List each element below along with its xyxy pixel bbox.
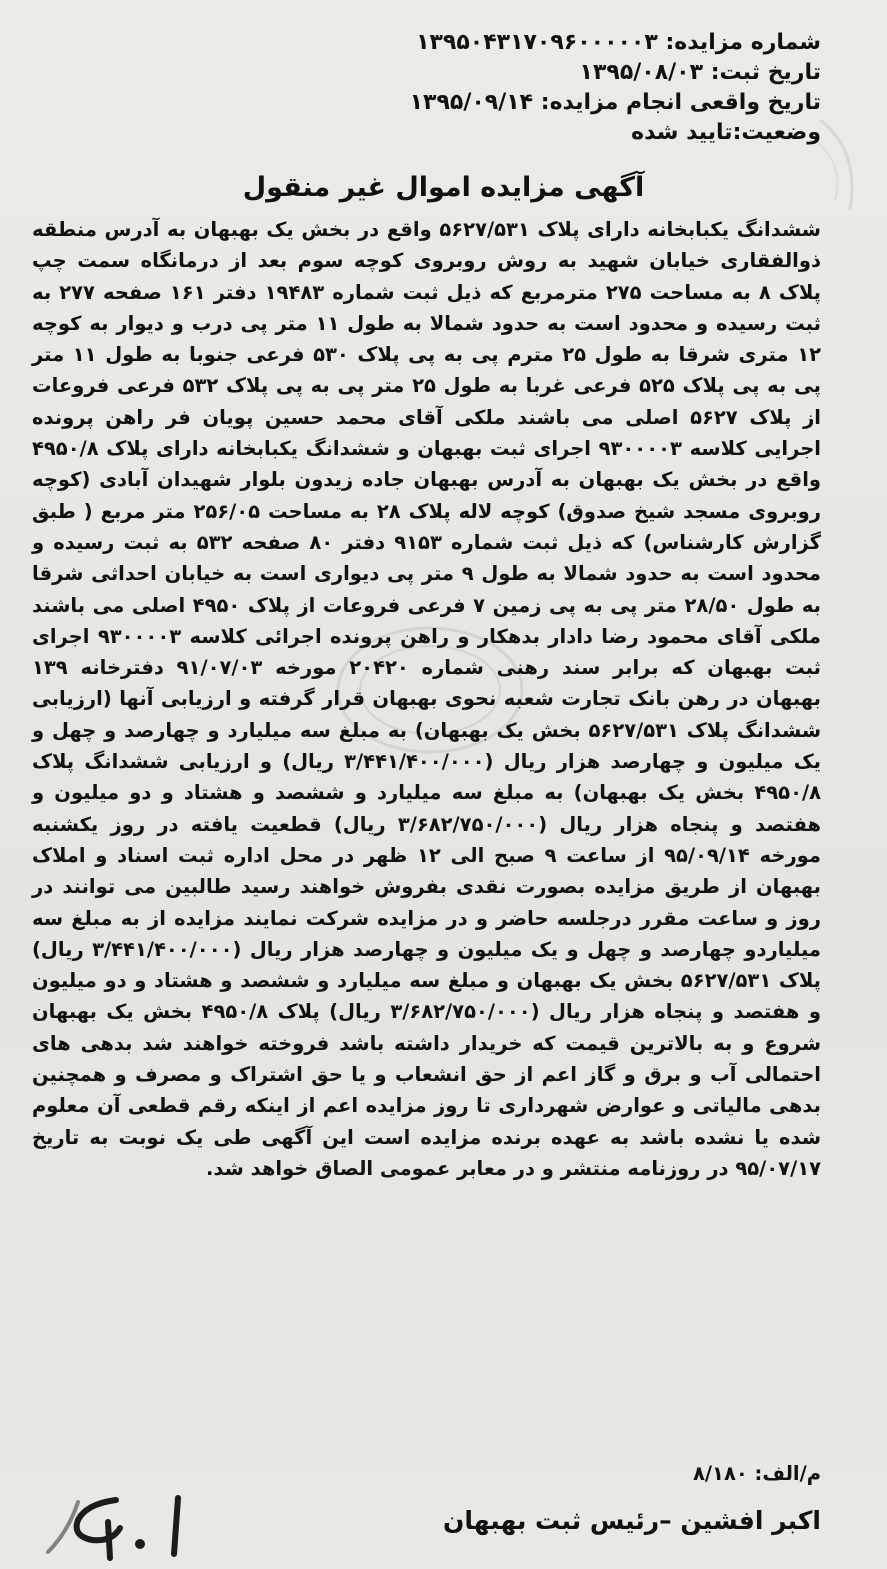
auction-number: شماره مزایده: ۱۳۹۵۰۴۳۱۷۰۹۶۰۰۰۰۰۳ <box>416 30 821 55</box>
handwritten-page-number <box>28 1492 198 1562</box>
handwritten-number-drawing <box>28 1492 198 1562</box>
signature-line: اکبر افشین –رئیس ثبت بهبهان <box>443 1506 821 1535</box>
auction-info-header <box>61 28 821 148</box>
actual-auction-date: تاریخ واقعی انجام مزایده: ۱۳۹۵/۰۹/۱۴ <box>409 90 821 115</box>
registration-date: تاریخ ثبت: ۱۳۹۵/۰۸/۰۳ <box>579 60 821 85</box>
status-text: وضعیت:تایید شده <box>631 120 821 145</box>
notice-title: آگهی مزایده اموال غیر منقول <box>242 172 645 203</box>
reference-number: م/الف: ۸/۱۸۰ <box>693 1462 821 1485</box>
notice-body: ششدانگ یکبابخانه دارای پلاک ۵۶۲۷/۵۳۱ واقع در بخش یک بهبهان به آدرس منطقه ذوالفقاری خیابان شهید به روش روبروی کوچه سوم بعد از درمانگاه سمت چپ پلاک ۸ به مساحت ۲۷۵ مترمربع که ذیل ثبت شماره ۱۹۴۸۳ دفتر ۱۶۱ صفحه ۲۷۷ به ثبت رسیده و محدود است به حدود شمالا به طول ۱۱ متر پی درب و دیوار به کوچه ۱۲ متری شرقا به طول ۲۵ مترم پی به پی پلاک ۵۳۰ فرعی جنوبا به طول ۱۱ متر پی به پی پلاک ۵۲۵ فرعی غربا به طول ۲۵ متر پی به پی پلاک ۵۳۲ فرعی فروعات از پلاک ۵۶۲۷ اصلی می باشند ملکی آقای محمد حسین پویان فر راهن پرونده اجرایی کلاسه ۹۳۰۰۰۰۳ اجرای ثبت بهبهان و ششدانگ یکبابخانه دارای پلاک ۴۹۵۰/۸ واقع در بخش یک بهبهان به آدرس بهبهان جاده زیدون بلوار شهیدان آبادی (کوچه روبروی مسجد شیخ صدوق) کوچه لاله پلاک ۲۸ به مساحت ۲۵۶/۰۵ متر مربع ( طبق گزارش کارشناس) که ذیل ثبت شماره ۹۱۵۳ دفتر ۸۰ صفحه ۵۳۲ به ثبت رسیده و محدود است به حدود شمالا به طول ۹ متر پی دیواری است به خیابان احداثی شرقا به طول ۲۸/۵۰ متر پی به پی زمین ۷ فرعی فروعات از پلاک ۴۹۵۰ اصلی می باشند ملکی آقای محمود رضا دادار بدهکار و راهن پرونده اجرائی کلاسه ۹۳۰۰۰۰۳ اجرای ثبت بهبهان که برابر سند رهنی شماره ۲۰۴۲۰ مورخه ۹۱/۰۷/۰۳ دفترخانه ۱۳۹ بهبهان در رهن بانک تجارت شعبه نحوی بهبهان قرار گرفته و ارزیابی آنها (ارزیابی ششدانگ پلاک ۵۶۲۷/۵۳۱ بخش یک بهبهان) به مبلغ سه میلیارد و چهارصد و چهل و یک میلیون و چهارصد هزار ریال (۳/۴۴۱/۴۰۰/۰۰۰ ریال) و ارزیابی ششدانگ پلاک ۴۹۵۰/۸ بخش یک بهبهان) به مبلغ سه میلیارد و ششصد و هشتاد و دو میلیون و هفتصد و پنجاه هزار ریال (۳/۶۸۲/۷۵۰/۰۰۰ ریال) قطعیت یافته در روز یکشنبه مورخه ۹۵/۰۹/۱۴ از ساعت ۹ صبح الی ۱۲ ظهر در محل اداره ثبت اسناد و املاک بهبهان از طریق مزایده بصورت نقدی بفروش خواهند رسید طالبین می توانند در روز و ساعت مقرر درجلسه حاضر و در مزایده شرکت نمایند مزایده از به مبلغ سه میلیاردو چهارصد و چهل و یک میلیون و چهارصد هزار ریال (۳/۴۴۱/۴۰۰/۰۰۰ ریال) پلاک ۵۶۲۷/۵۳۱ بخش یک بهبهان و مبلغ سه میلیارد و ششصد و هشتاد و دو میلیون و هفتصد و پنجاه هزار ریال (۳/۶۸۲/۷۵۰/۰۰۰ ریال) پلاک ۴۹۵۰/۸ بخش یک بهبهان شروع و به بالاترین قیمت که خریدار داشته باشد فروخته خواهند شد بدهی های احتمالی آب و برق و گاز اعم از حق انشعاب و یا حق اشتراک و مصرف و همچنین بدهی مالیاتی و عوارض شهرداری تا روز مزایده اعم از اینکه رقم قطعی آن معلوم شده یا نشده باشد به عهده برنده مزایده است این آگهی طی یک نوبت به تاریخ ۹۵/۰۷/۱۷ در روزنامه منتشر و در معابر عمومی الصاق خواهد شد. <box>32 218 822 1180</box>
